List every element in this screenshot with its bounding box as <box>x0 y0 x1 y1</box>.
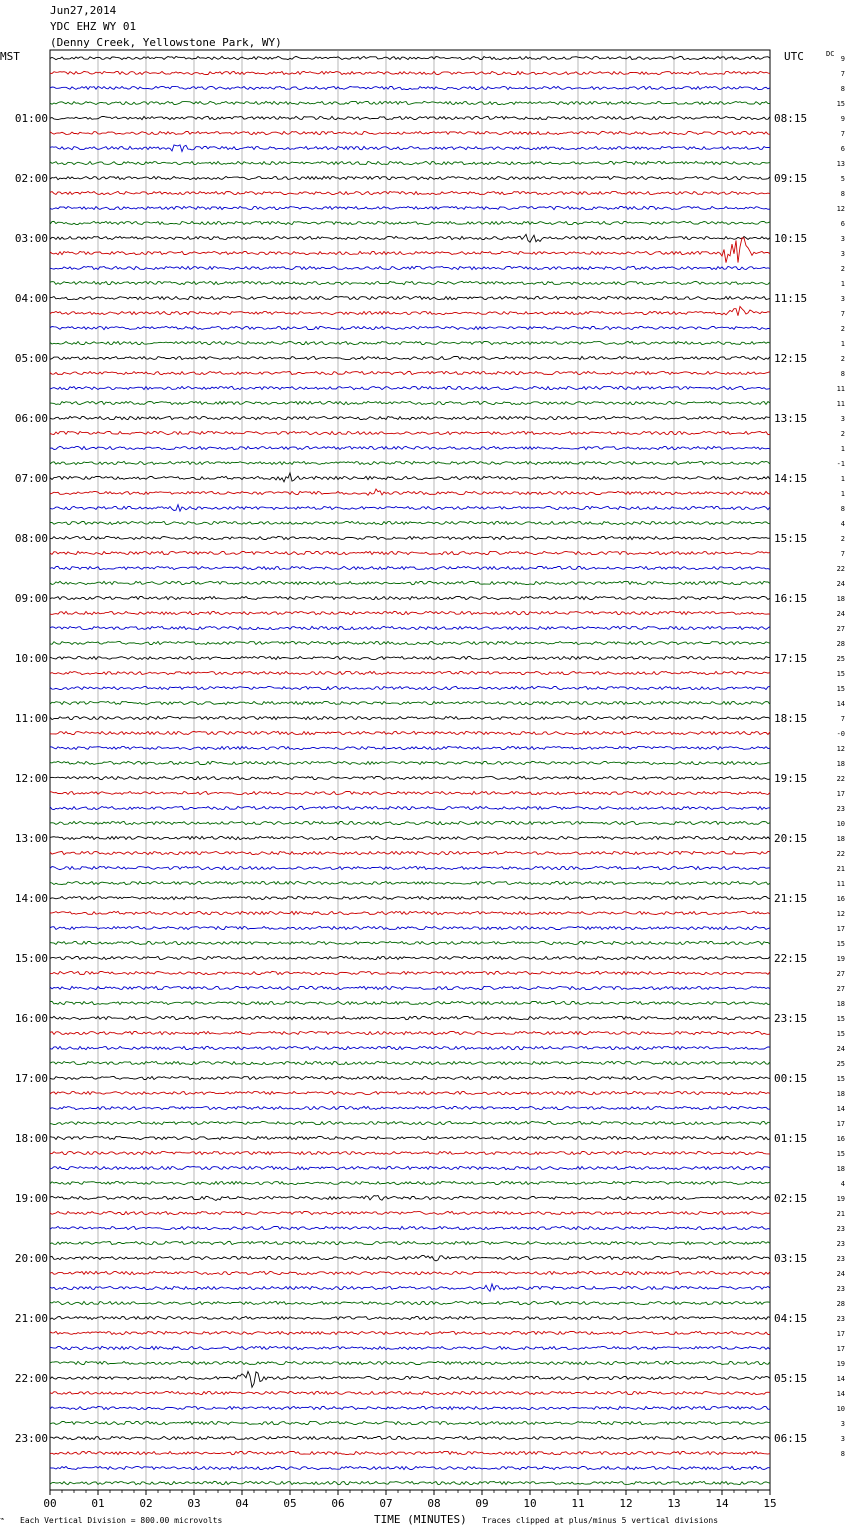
right-time-label: 19:15 <box>774 772 808 785</box>
left-time-label: 03:00 <box>14 232 48 245</box>
seismic-trace <box>50 926 770 929</box>
x-axis-title: TIME (MINUTES) <box>374 1513 467 1526</box>
right-time-label: 05:15 <box>774 1372 808 1385</box>
seismic-trace <box>50 131 770 134</box>
dc-offset-value: 14 <box>836 1375 845 1383</box>
dc-offset-value: 8 <box>840 190 845 198</box>
dc-offset-value: 15 <box>836 670 845 678</box>
x-tick-label: 00 <box>43 1497 57 1510</box>
seismic-trace <box>50 1106 770 1109</box>
seismic-trace <box>50 145 770 152</box>
dc-offset-value: 2 <box>840 355 845 363</box>
clipping-note: Traces clipped at plus/minus 5 vertical divisions <box>482 1516 719 1525</box>
seismic-trace <box>50 1121 770 1124</box>
dc-offset-value: 19 <box>836 955 845 963</box>
right-time-label: 11:15 <box>774 292 808 305</box>
x-tick-label: 10 <box>523 1497 537 1510</box>
dc-offset-value: 16 <box>836 895 845 903</box>
dc-offset-value: 8 <box>840 85 845 93</box>
dc-offset-value: 22 <box>836 850 845 858</box>
dc-offset-value: 21 <box>836 1210 845 1218</box>
dc-offset-value: 8 <box>840 370 845 378</box>
seismic-trace <box>50 776 770 779</box>
seismic-trace <box>50 1016 770 1019</box>
left-time-label: 05:00 <box>14 352 48 365</box>
left-time-label: 07:00 <box>14 472 48 485</box>
seismic-trace <box>50 1391 770 1394</box>
right-time-label: 00:15 <box>774 1072 808 1085</box>
dc-offset-value: 24 <box>836 1270 845 1278</box>
dc-offset-value: 18 <box>836 1090 845 1098</box>
seismic-trace <box>50 234 770 242</box>
left-time-label: 09:00 <box>14 592 48 605</box>
dc-offset-value: 11 <box>836 385 845 393</box>
seismic-trace <box>50 1196 770 1201</box>
left-time-label: 10:00 <box>14 652 48 665</box>
seismic-trace <box>50 356 770 359</box>
right-time-label: 21:15 <box>774 892 808 905</box>
x-tick-label: 01 <box>91 1497 105 1510</box>
dc-offset-value: 14 <box>836 1105 845 1113</box>
left-time-label: 04:00 <box>14 292 48 305</box>
x-tick-label: 04 <box>235 1497 249 1510</box>
seismic-trace <box>50 281 770 284</box>
seismic-trace <box>50 1091 770 1094</box>
seismic-trace <box>50 505 770 511</box>
x-tick-label: 14 <box>715 1497 729 1510</box>
right-time-label: 17:15 <box>774 652 808 665</box>
seismic-trace <box>50 1151 770 1154</box>
dc-offset-value: 1 <box>840 445 845 453</box>
seismic-trace <box>50 461 770 464</box>
seismic-trace <box>50 1271 770 1274</box>
seismic-trace <box>50 761 770 764</box>
dc-offset-value: 11 <box>836 880 845 888</box>
seismic-trace <box>50 221 770 224</box>
x-tick-label: 07 <box>379 1497 393 1510</box>
x-tick-label: 05 <box>283 1497 297 1510</box>
seismic-trace <box>50 238 770 263</box>
seismic-trace <box>50 1256 770 1261</box>
seismic-trace <box>50 1361 770 1364</box>
dc-offset-value: 28 <box>836 640 845 648</box>
dc-offset-value: 18 <box>836 835 845 843</box>
dc-offset-value: 15 <box>836 1150 845 1158</box>
dc-offset-value: 1 <box>840 280 845 288</box>
dc-offset-value: 15 <box>836 685 845 693</box>
right-time-label: 04:15 <box>774 1312 808 1325</box>
seismic-trace <box>50 1406 770 1409</box>
x-tick-label: 11 <box>571 1497 585 1510</box>
dc-offset-value: 27 <box>836 985 845 993</box>
dc-offset-value: 23 <box>836 805 845 813</box>
seismic-trace <box>50 1284 770 1292</box>
dc-offset-value: 8 <box>840 1450 845 1458</box>
x-tick-label: 15 <box>763 1497 777 1510</box>
dc-offset-value: 23 <box>836 1240 845 1248</box>
dc-offset-value: 27 <box>836 625 845 633</box>
left-time-label: 12:00 <box>14 772 48 785</box>
dc-offset-value: 3 <box>840 295 845 303</box>
dc-offset-value: 18 <box>836 1165 845 1173</box>
seismic-trace <box>50 56 770 59</box>
station-location: (Denny Creek, Yellowstone Park, WY) <box>50 36 282 49</box>
seismic-trace <box>50 551 770 554</box>
right-time-label: 13:15 <box>774 412 808 425</box>
right-time-label: 06:15 <box>774 1432 808 1445</box>
seismic-trace <box>50 881 770 884</box>
seismic-trace <box>50 86 770 89</box>
seismic-trace <box>50 836 770 839</box>
dc-offset-value: 5 <box>840 175 845 183</box>
dc-offset-value: -1 <box>836 460 845 468</box>
dc-offset-value: 7 <box>840 130 845 138</box>
seismic-trace <box>50 296 770 299</box>
seismic-trace <box>50 911 770 914</box>
seismic-trace <box>50 821 770 824</box>
dc-offset-value: 3 <box>840 250 845 258</box>
x-tick-label: 09 <box>475 1497 489 1510</box>
right-time-label: 22:15 <box>774 952 808 965</box>
seismic-trace <box>50 1346 770 1349</box>
dc-offset-value: 7 <box>840 70 845 78</box>
dc-offset-value: 24 <box>836 580 845 588</box>
dc-offset-value: 23 <box>836 1255 845 1263</box>
dc-offset-value: 23 <box>836 1315 845 1323</box>
dc-offset-value: 1 <box>840 340 845 348</box>
left-time-label: 20:00 <box>14 1252 48 1265</box>
seismic-trace <box>50 1421 770 1424</box>
dc-offset-value: 2 <box>840 325 845 333</box>
seismic-trace <box>50 656 770 659</box>
seismic-trace <box>50 1466 770 1469</box>
seismic-trace <box>50 326 770 329</box>
dc-offset-value: 15 <box>836 1030 845 1038</box>
dc-offset-value: 2 <box>840 535 845 543</box>
dc-label: DC <box>826 50 835 58</box>
dc-offset-value: 3 <box>840 1420 845 1428</box>
seismic-trace <box>50 116 770 119</box>
seismic-trace <box>50 806 770 809</box>
right-time-label: 20:15 <box>774 832 808 845</box>
seismic-trace <box>50 371 770 374</box>
dc-offset-value: 15 <box>836 1015 845 1023</box>
chart-date: Jun27,2014 <box>50 4 117 17</box>
seismic-trace <box>50 1166 770 1169</box>
dc-offset-value: 24 <box>836 1045 845 1053</box>
dc-offset-value: 8 <box>840 505 845 513</box>
seismic-trace <box>50 431 770 434</box>
seismic-trace <box>50 489 770 495</box>
seismic-trace <box>50 71 770 74</box>
right-time-label: 02:15 <box>774 1192 808 1205</box>
trace-group <box>50 56 770 1484</box>
left-timezone-label: MST <box>0 50 20 63</box>
seismic-trace <box>50 851 770 854</box>
seismic-trace <box>50 1371 770 1387</box>
dc-offset-value: 18 <box>836 760 845 768</box>
left-time-label: 11:00 <box>14 712 48 725</box>
x-tick-label: 08 <box>427 1497 441 1510</box>
seismic-trace <box>50 971 770 974</box>
right-time-label: 03:15 <box>774 1252 808 1265</box>
left-time-label: 18:00 <box>14 1132 48 1145</box>
dc-offset-value: 12 <box>836 910 845 918</box>
dc-offset-value: 15 <box>836 940 845 948</box>
dc-offset-value: 22 <box>836 775 845 783</box>
x-tick-label: 03 <box>187 1497 201 1510</box>
seismic-trace <box>50 521 770 524</box>
dc-offset-value: 7 <box>840 550 845 558</box>
dc-offset-value: 14 <box>836 700 845 708</box>
dc-offset-value: 2 <box>840 430 845 438</box>
dc-offset-value: 6 <box>840 220 845 228</box>
dc-offset-value: 7 <box>840 715 845 723</box>
grid-lines <box>50 50 770 1490</box>
seismic-trace <box>50 1316 770 1319</box>
right-time-label: 14:15 <box>774 472 808 485</box>
seismic-trace <box>50 176 770 179</box>
left-time-label: 21:00 <box>14 1312 48 1325</box>
dc-offset-value: 7 <box>840 310 845 318</box>
seismic-trace <box>50 401 770 404</box>
seismic-trace <box>50 611 770 614</box>
right-time-label: 08:15 <box>774 112 808 125</box>
right-time-label: 09:15 <box>774 172 808 185</box>
right-time-label: 15:15 <box>774 532 808 545</box>
dc-offset-value: 17 <box>836 790 845 798</box>
dc-offset-value: 17 <box>836 1120 845 1128</box>
dc-offset-value: 18 <box>836 595 845 603</box>
seismic-trace <box>50 671 770 674</box>
dc-offset-value: 25 <box>836 1060 845 1068</box>
seismic-trace <box>50 716 770 719</box>
seismic-trace <box>50 566 770 569</box>
seismic-trace <box>50 386 770 389</box>
left-time-label: 14:00 <box>14 892 48 905</box>
dc-offset-value: 22 <box>836 565 845 573</box>
seismic-trace <box>50 473 770 482</box>
right-time-label: 01:15 <box>774 1132 808 1145</box>
seismic-trace <box>50 191 770 194</box>
seismic-trace <box>50 896 770 899</box>
corner-mark: ⌁ <box>0 1515 5 1523</box>
dc-offset-value: 27 <box>836 970 845 978</box>
seismic-trace <box>50 581 770 584</box>
x-tick-label: 13 <box>667 1497 681 1510</box>
dc-offset-value: 13 <box>836 160 845 168</box>
left-time-label: 23:00 <box>14 1432 48 1445</box>
seismic-trace <box>50 1481 770 1484</box>
seismic-trace <box>50 1211 770 1214</box>
dc-offset-value: 25 <box>836 655 845 663</box>
dc-offset-value: 3 <box>840 235 845 243</box>
seismic-trace <box>50 1301 770 1304</box>
dc-offset-value: 17 <box>836 1330 845 1338</box>
left-time-label: 02:00 <box>14 172 48 185</box>
seismic-trace <box>50 1076 770 1079</box>
left-time-label: 19:00 <box>14 1192 48 1205</box>
x-tick-label: 06 <box>331 1497 345 1510</box>
dc-offset-value: 18 <box>836 1000 845 1008</box>
dc-offset-value: 28 <box>836 1300 845 1308</box>
dc-offset-value: 10 <box>836 820 845 828</box>
seismic-trace <box>50 1451 770 1454</box>
dc-offset-value: 16 <box>836 1135 845 1143</box>
right-timezone-label: UTC <box>784 50 804 63</box>
seismic-trace <box>50 941 770 944</box>
seismic-trace <box>50 206 770 209</box>
seismic-trace <box>50 986 770 989</box>
seismic-trace <box>50 746 770 749</box>
dc-offset-value: 12 <box>836 205 845 213</box>
seismic-trace <box>50 701 770 704</box>
dc-offset-value: 4 <box>840 520 845 528</box>
seismic-trace <box>50 1031 770 1034</box>
seismic-trace <box>50 1061 770 1064</box>
left-time-label: 17:00 <box>14 1072 48 1085</box>
dc-offset-value: 6 <box>840 145 845 153</box>
seismic-trace <box>50 1241 770 1244</box>
dc-offset-value: 11 <box>836 400 845 408</box>
seismic-trace <box>50 341 770 344</box>
vertical-division-note: Each Vertical Division = 800.00 microvolts <box>20 1516 223 1525</box>
dc-offset-value: 10 <box>836 1405 845 1413</box>
seismic-trace <box>50 641 770 644</box>
dc-offset-value: 19 <box>836 1360 845 1368</box>
x-tick-label: 02 <box>139 1497 153 1510</box>
plot-frame <box>50 50 770 1490</box>
dc-offset-value: 9 <box>840 115 845 123</box>
seismic-trace <box>50 266 770 269</box>
right-time-label: 10:15 <box>774 232 808 245</box>
seismic-trace <box>50 731 770 734</box>
seismic-trace <box>50 1181 770 1184</box>
dc-offset-value: 9 <box>840 55 845 63</box>
dc-offset-value: -0 <box>836 730 845 738</box>
left-time-label: 06:00 <box>14 412 48 425</box>
dc-offset-value: 23 <box>836 1285 845 1293</box>
axis-labels <box>0 50 845 1526</box>
dc-offset-value: 1 <box>840 490 845 498</box>
dc-offset-value: 15 <box>836 1075 845 1083</box>
dc-offset-value: 24 <box>836 610 845 618</box>
seismic-trace <box>50 307 770 316</box>
right-time-label: 16:15 <box>774 592 808 605</box>
seismic-trace <box>50 1436 770 1439</box>
dc-offset-value: 4 <box>840 1180 845 1188</box>
dc-offset-value: 21 <box>836 865 845 873</box>
seismic-trace <box>50 446 770 449</box>
dc-offset-value: 14 <box>836 1390 845 1398</box>
seismic-trace <box>50 101 770 104</box>
dc-offset-value: 17 <box>836 1345 845 1353</box>
left-time-label: 16:00 <box>14 1012 48 1025</box>
seismic-trace <box>50 536 770 539</box>
seismic-trace <box>50 161 770 164</box>
seismic-trace <box>50 596 770 599</box>
seismic-trace <box>50 1046 770 1049</box>
seismic-trace <box>50 956 770 959</box>
right-time-label: 23:15 <box>774 1012 808 1025</box>
seismic-trace <box>50 791 770 794</box>
dc-offset-value: 3 <box>840 1435 845 1443</box>
seismic-trace <box>50 1001 770 1004</box>
seismic-trace <box>50 626 770 629</box>
seismic-trace <box>50 866 770 869</box>
left-time-label: 01:00 <box>14 112 48 125</box>
left-time-label: 22:00 <box>14 1372 48 1385</box>
dc-offset-value: 19 <box>836 1195 845 1203</box>
seismic-trace <box>50 1226 770 1229</box>
right-time-label: 18:15 <box>774 712 808 725</box>
left-time-label: 08:00 <box>14 532 48 545</box>
dc-offset-value: 17 <box>836 925 845 933</box>
dc-offset-value: 15 <box>836 100 845 108</box>
seismic-trace <box>50 1331 770 1334</box>
right-time-label: 12:15 <box>774 352 808 365</box>
dc-offset-value: 23 <box>836 1225 845 1233</box>
left-time-label: 13:00 <box>14 832 48 845</box>
x-tick-label: 12 <box>619 1497 633 1510</box>
dc-offset-value: 1 <box>840 475 845 483</box>
left-time-label: 15:00 <box>14 952 48 965</box>
dc-offset-value: 3 <box>840 415 845 423</box>
seismic-trace <box>50 1136 770 1139</box>
station-name: YDC EHZ WY 01 <box>50 20 137 33</box>
seismic-trace <box>50 686 770 689</box>
seismic-trace <box>50 416 770 419</box>
dc-offset-value: 2 <box>840 265 845 273</box>
dc-offset-value: 12 <box>836 745 845 753</box>
